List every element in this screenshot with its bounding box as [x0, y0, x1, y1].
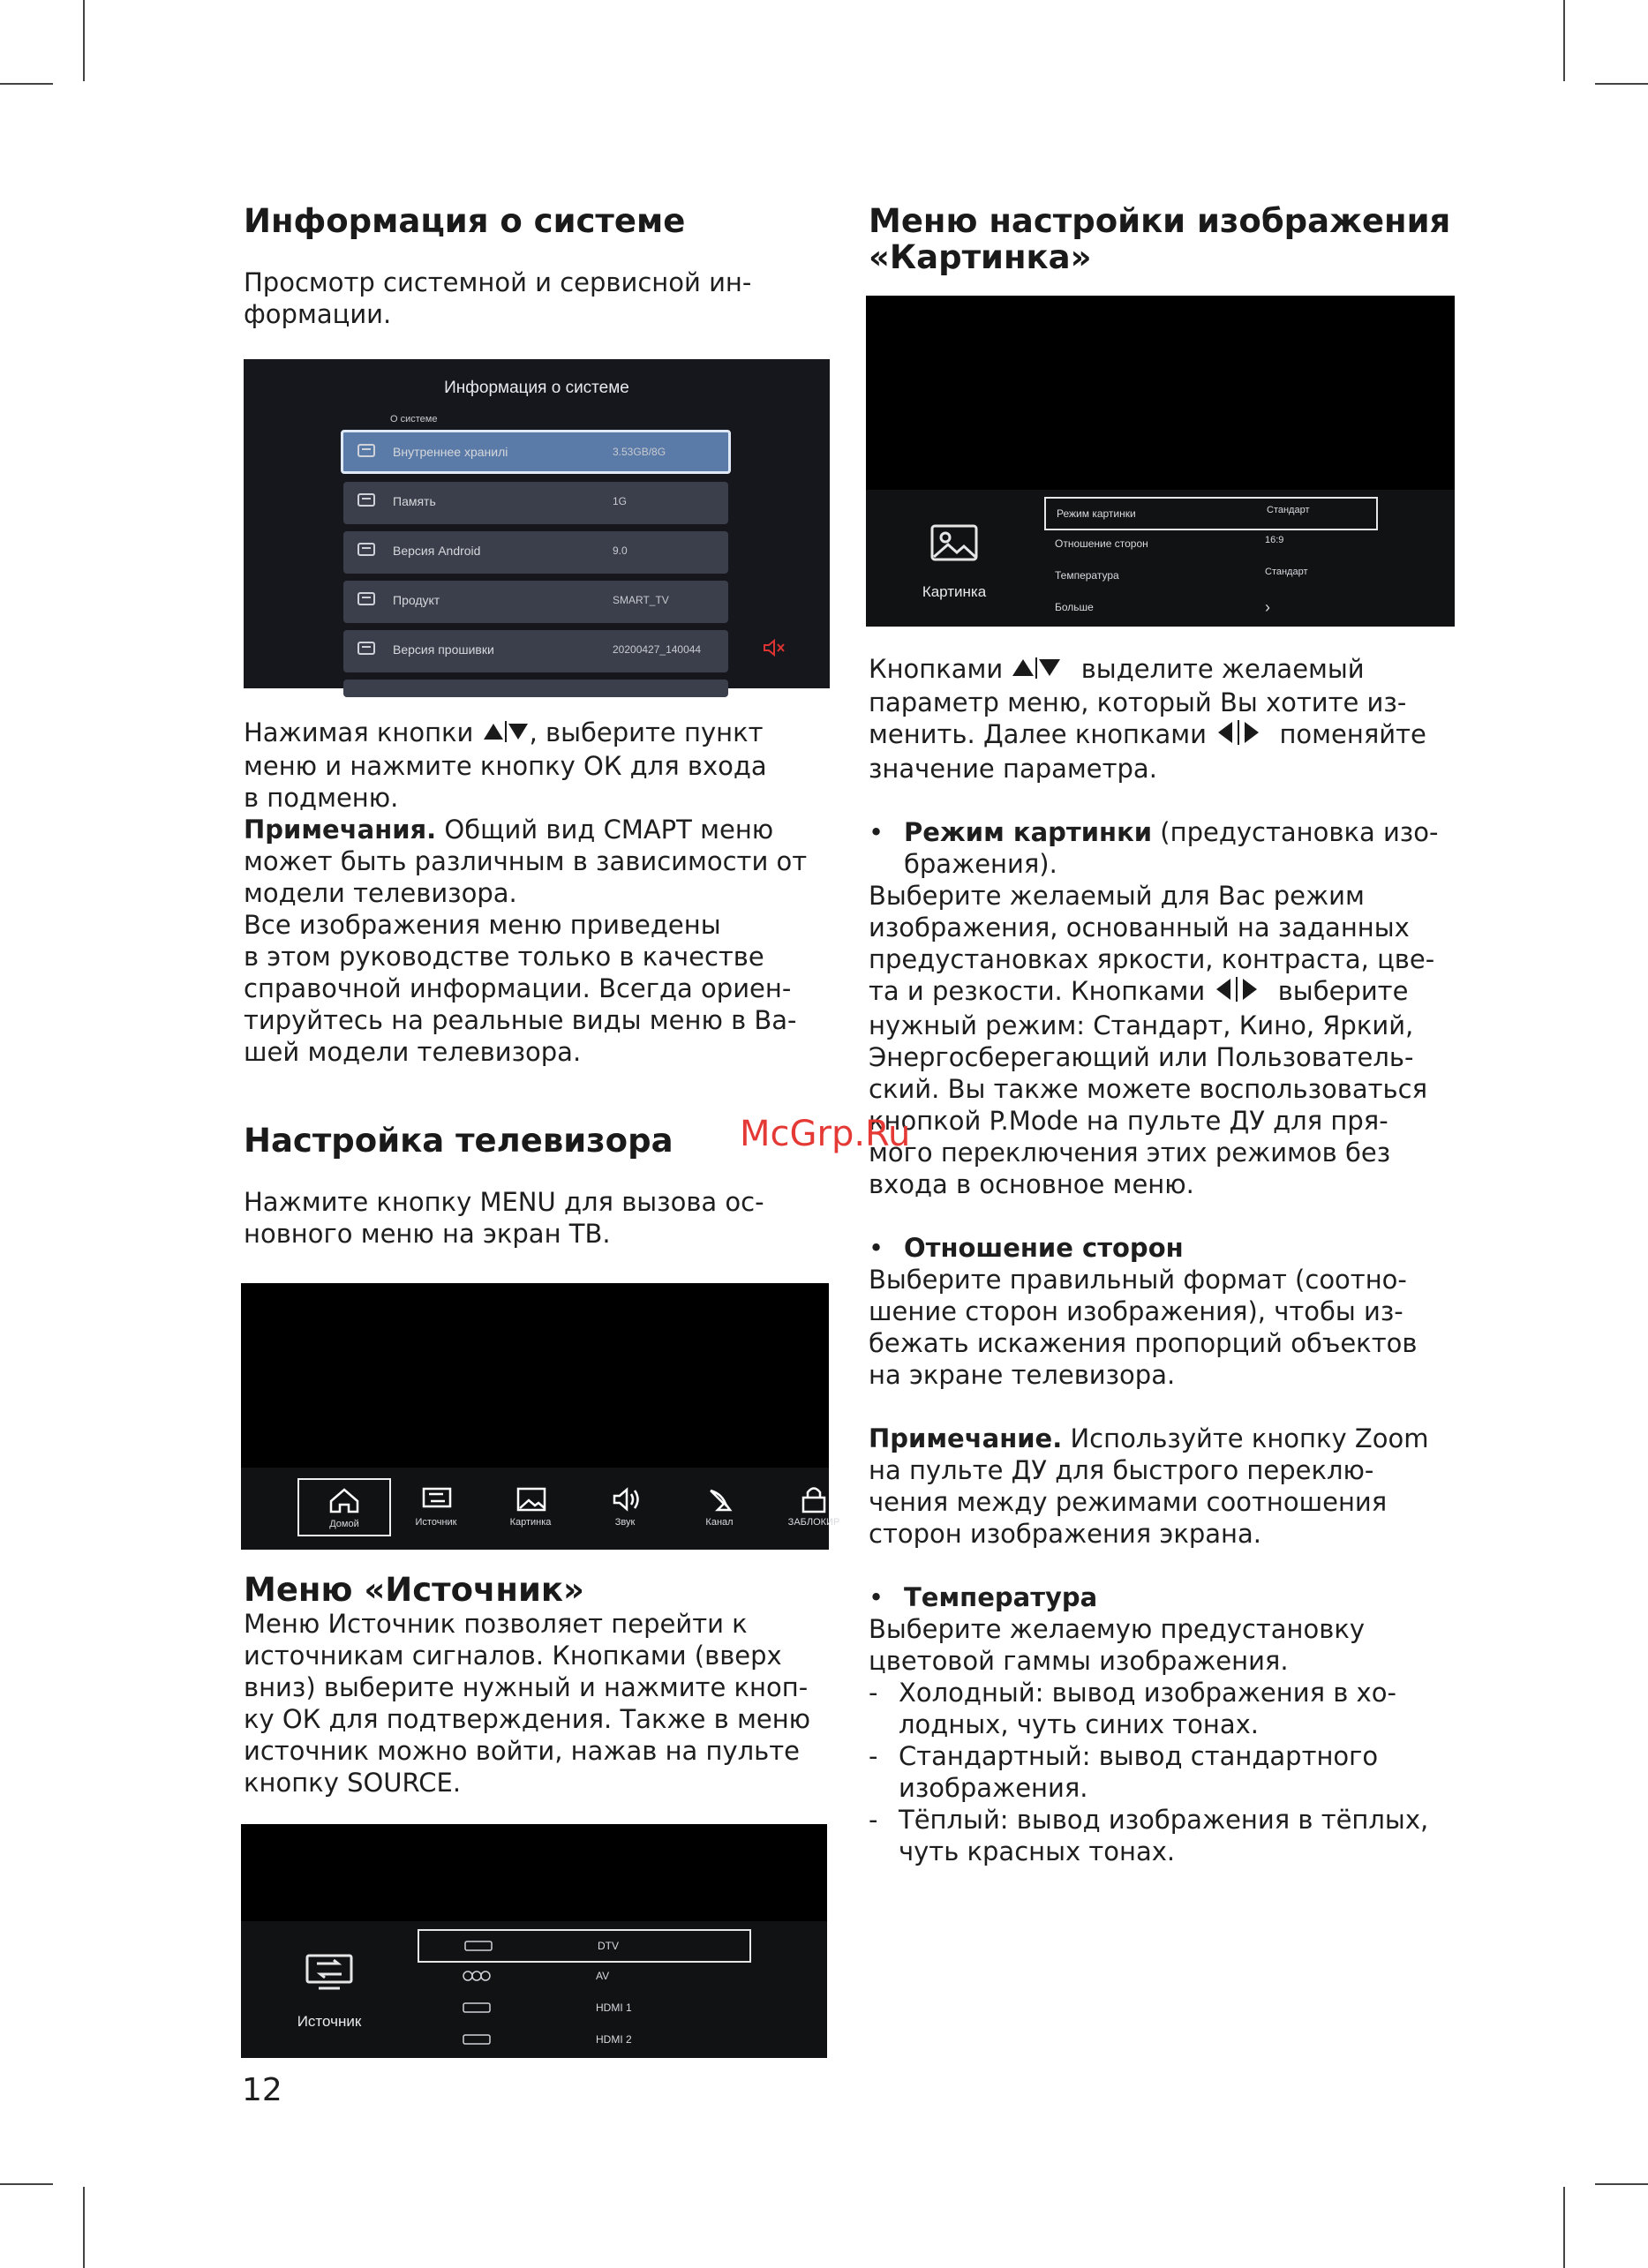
bullet-picture-mode: • Режим картинки (предустановка изо-: [869, 817, 1439, 847]
text: Нажимая кнопки: [244, 717, 482, 747]
row-label: Память: [393, 494, 436, 508]
menu-item-label: Канал: [705, 1517, 734, 1528]
row-value: 3.53GB/8G: [613, 446, 666, 458]
text: Используйте кнопку Zoom: [1062, 1423, 1429, 1453]
sound-icon: [607, 1482, 644, 1515]
text-line: шей модели телевизора.: [244, 1037, 582, 1067]
picture-panel: [866, 490, 1455, 627]
main-menu-screenshot: [241, 1283, 840, 1550]
setting-value: Стандарт: [1267, 505, 1310, 515]
menu-item-label: ЗАБЛОКИР: [787, 1517, 840, 1528]
menu-item-label: Картинка: [509, 1517, 552, 1528]
screen-title: Информация о системе: [444, 379, 629, 397]
text-line: Нажмите кнопку MENU для вызова ос-: [244, 1187, 764, 1217]
bullet-title: Температура: [904, 1582, 1098, 1612]
text: менить. Далее кнопками: [869, 719, 1215, 749]
row-label: Версия прошивки: [393, 642, 494, 657]
menu-item[interactable]: [581, 1478, 669, 1533]
hdmi-icon: [462, 2001, 492, 2014]
storage-icon: [357, 443, 375, 459]
source-item-label: DTV: [598, 1940, 619, 1952]
source-item[interactable]: [418, 2024, 748, 2054]
row-value: 1G: [613, 495, 628, 507]
dash-item-cold: - Холодный: вывод изображения в хо- лодных, чуть синих тонах.: [869, 1678, 1396, 1739]
heading-line: «Картинка»: [869, 238, 1092, 276]
text-line: шение сторон изображения), чтобы из-: [869, 1296, 1403, 1326]
text: , выберите пункт: [529, 717, 764, 747]
menu-item[interactable]: [297, 1478, 391, 1536]
source-item-label: HDMI 2: [596, 2033, 632, 2046]
text-line: предустановках яркости, контраста, цве-: [869, 944, 1435, 974]
picture-menu-screenshot: [866, 296, 1455, 627]
text-line: на пульте ДУ для быстрого переклю-: [869, 1455, 1374, 1485]
text: выберите: [1269, 976, 1409, 1006]
source-item[interactable]: [418, 1961, 748, 1991]
text-line: Выберите желаемый для Вас режим: [869, 881, 1365, 911]
sysinfo-row[interactable]: [343, 581, 728, 623]
heading-line: Меню настройки изображения: [869, 202, 1451, 240]
left-column-2: [244, 717, 844, 1250]
left-column-3: [244, 1572, 844, 1799]
source-panel: [241, 1921, 827, 2058]
text-line: [869, 653, 1478, 687]
text-line: значение параметра.: [869, 754, 1157, 784]
menu-item-label: Домой: [329, 1519, 359, 1529]
text-line: Все изображения меню приведены: [244, 910, 721, 940]
text-line: [869, 718, 1478, 753]
memory-icon: [357, 492, 375, 508]
text-line: ский. Вы также можете воспользоваться: [869, 1074, 1428, 1104]
text-line: чения между режимами соотношения: [869, 1487, 1388, 1517]
crop-mark: [0, 83, 53, 85]
text-line: на экране телевизора.: [869, 1360, 1176, 1390]
monitor-icon: [357, 591, 375, 607]
text: Кнопками: [869, 654, 1012, 684]
note-label: Примечания.: [244, 815, 437, 845]
row-label: Продукт: [393, 593, 440, 607]
text: лодных, чуть синих тонах.: [899, 1709, 1260, 1739]
text: (предустановка изо-: [1152, 817, 1439, 847]
text: Холодный: вывод изображения в хо-: [899, 1678, 1396, 1708]
text-line: цветовой гаммы изображения.: [869, 1646, 1289, 1676]
menu-item-label: Звук: [614, 1517, 636, 1528]
row-label: Версия Android: [393, 544, 481, 558]
left-column: [244, 203, 835, 330]
text-line: кнопкой P.Mode на пульте ДУ для пря-: [869, 1106, 1388, 1136]
crop-mark: [1563, 2187, 1565, 2268]
text-line: тируйтесь на реальные виды меню в Ва-: [244, 1005, 797, 1035]
right-column: [869, 203, 1469, 275]
heading-source-menu: Меню «Источник»: [244, 1571, 584, 1609]
menu-item[interactable]: [392, 1478, 480, 1533]
text: чуть красных тонах.: [899, 1836, 1176, 1866]
dash-item-warm: - Тёплый: вывод изображения в тёплых, чуть красных тонах.: [869, 1805, 1429, 1866]
text-line: меню и нажмите кнопку ОК для входа: [244, 751, 767, 781]
android-icon: [357, 542, 375, 558]
text-line: модели телевизора.: [244, 878, 517, 908]
menu-bar: [241, 1468, 840, 1550]
mute-icon: [763, 638, 786, 657]
text-line: сторон изображения экрана.: [869, 1519, 1261, 1549]
text: Общий вид СМАРТ меню: [436, 815, 774, 845]
lock-icon: [796, 1482, 833, 1515]
row-label: Внутреннее хранилі: [393, 445, 508, 459]
source-item[interactable]: [418, 1993, 748, 2023]
source-item[interactable]: [418, 1929, 751, 1963]
heading-tv-setup: Настройка телевизора: [244, 1122, 673, 1160]
text-line: [869, 975, 1478, 1010]
text-line: бежать искажения пропорций объектов: [869, 1328, 1418, 1358]
home-icon: [326, 1483, 363, 1517]
setting-value: Стандарт: [1265, 567, 1308, 577]
sysinfo-row-partial: [343, 680, 728, 697]
text-line: ку ОК для подтверждения. Также в меню: [244, 1704, 811, 1734]
menu-item[interactable]: [770, 1478, 858, 1533]
left-right-arrows-icon: [1213, 976, 1269, 1010]
text-line: Просмотр системной и сервисной ин-: [244, 267, 752, 297]
crop-mark: [83, 0, 85, 81]
left-right-arrows-icon: [1215, 719, 1271, 753]
sysinfo-row[interactable]: [343, 482, 728, 524]
text-line: [244, 814, 844, 845]
av-icon: [462, 1970, 492, 1982]
text: выделите желаемый: [1072, 654, 1365, 684]
text: та и резкости. Кнопками: [869, 976, 1214, 1006]
text-line: мого переключения этих режимов без: [869, 1138, 1391, 1168]
row-value: SMART_TV: [613, 594, 669, 606]
setting-label: Температура: [1055, 569, 1119, 582]
menu-item[interactable]: [486, 1478, 575, 1533]
text-line: в этом руководстве только в качестве: [244, 942, 764, 972]
right-column-2: [869, 653, 1478, 1867]
source-item-label: AV: [596, 1970, 610, 1982]
hdmi-icon: [462, 2033, 492, 2046]
crop-mark: [83, 2187, 85, 2268]
picture-setting-row[interactable]: [1044, 560, 1374, 590]
text: поменяйте: [1271, 719, 1426, 749]
system-info-screenshot: [244, 359, 830, 688]
watermark: McGrp.Ru: [740, 1114, 911, 1154]
source-icon: [418, 1482, 455, 1515]
page-number: 12: [242, 2072, 282, 2108]
picture-setting-row[interactable]: [1044, 529, 1374, 559]
text: Стандартный: вывод стандартного: [899, 1741, 1379, 1771]
picture-setting-row[interactable]: [1044, 497, 1378, 530]
satellite-icon: [702, 1482, 739, 1515]
text-line: бражения).: [904, 849, 1057, 879]
text-line: [869, 1423, 1478, 1454]
source-item-label: HDMI 1: [596, 2001, 632, 2014]
dash-item-standard: - Стандартный: вывод стандартного изображения.: [869, 1741, 1379, 1803]
dtv-icon: [463, 1940, 493, 1952]
row-value: 9.0: [613, 544, 628, 557]
heading-picture-menu: [869, 203, 1469, 275]
text-line: вниз) выберите нужный и нажмите кноп-: [244, 1672, 809, 1702]
setting-label: Больше: [1055, 601, 1094, 613]
source-icon: [305, 1953, 354, 1996]
up-down-arrows-icon: [1011, 655, 1072, 687]
bullet-aspect-ratio: • Отношение сторон: [869, 1233, 1184, 1263]
setting-value: 16:9: [1265, 535, 1284, 545]
text-line: Выберите правильный формат (соотно-: [869, 1265, 1407, 1295]
crop-mark: [0, 2183, 53, 2185]
text-line: кнопку SOURCE.: [244, 1768, 462, 1798]
picture-setting-row[interactable]: [1044, 592, 1374, 622]
text-line: новного меню на экран ТВ.: [244, 1219, 611, 1249]
text-line: источник можно войти, нажав на пульте: [244, 1736, 800, 1766]
setting-label: Режим картинки: [1057, 507, 1136, 520]
up-down-arrows-icon: [482, 718, 530, 750]
text-line: Выберите желаемую предустановку: [869, 1614, 1366, 1644]
source-title: Источник: [297, 2013, 362, 2030]
text-line: нужный режим: Стандарт, Кино, Яркий,: [869, 1010, 1414, 1040]
source-menu-screenshot: [241, 1824, 827, 2058]
text-line: параметр меню, который Вы хотите из-: [869, 687, 1407, 717]
text: Тёплый: вывод изображения в тёплых,: [899, 1805, 1429, 1835]
text-line: [244, 717, 844, 750]
text: изображения.: [899, 1773, 1088, 1803]
text-line: источникам сигналов. Кнопками (вверх: [244, 1641, 782, 1671]
crop-mark: [1595, 2183, 1648, 2185]
heading-system-info: Информация о системе: [244, 202, 686, 240]
crop-mark: [1595, 83, 1648, 85]
bullet-temperature: • Температура: [869, 1582, 1098, 1612]
setting-label: Отношение сторон: [1055, 537, 1148, 550]
firmware-icon: [357, 641, 375, 657]
menu-item[interactable]: [675, 1478, 764, 1533]
row-value: 20200427_140044: [613, 643, 702, 656]
text-line: может быть различным в зависимости от: [244, 846, 808, 876]
note-label: Примечание.: [869, 1423, 1063, 1453]
picture-title: Картинка: [922, 583, 987, 600]
text-line: в подменю.: [244, 783, 399, 813]
sysinfo-row[interactable]: [343, 531, 728, 574]
picture-icon: [513, 1482, 550, 1515]
text-line: справочной информации. Всегда ориен-: [244, 973, 792, 1003]
setting-value: ›: [1265, 598, 1270, 616]
section-label: О системе: [390, 414, 438, 424]
menu-item-label: Источник: [415, 1517, 457, 1528]
text-line: входа в основное меню.: [869, 1169, 1194, 1199]
text-line: изображения, основанный на заданных: [869, 912, 1410, 942]
text-line: Энергосберегающий или Пользователь-: [869, 1042, 1414, 1072]
sysinfo-row[interactable]: [343, 630, 728, 672]
text-line: Меню Источник позволяет перейти к: [244, 1609, 748, 1639]
sysinfo-row[interactable]: [341, 430, 731, 474]
picture-icon: [929, 523, 979, 570]
bullet-title: Отношение сторон: [904, 1233, 1184, 1263]
bullet-title: Режим картинки: [904, 817, 1153, 847]
crop-mark: [1563, 0, 1565, 81]
text-line: формации.: [244, 299, 392, 329]
